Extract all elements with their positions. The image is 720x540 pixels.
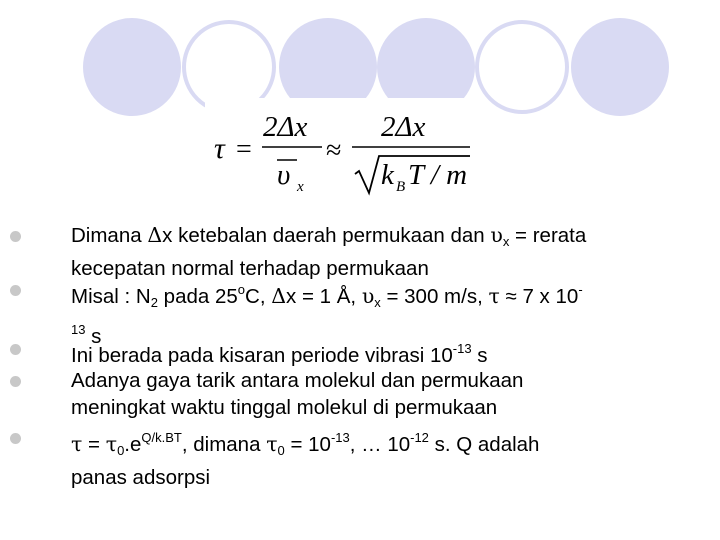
bullet-dot-icon xyxy=(10,433,21,444)
formula-equals: = xyxy=(236,134,252,165)
bullet-item-2: Misal : N2 pada 25$^o$C, Δx = 1 Å, υx = 300 m/s, τ ≈ 7 x 10- $^{13}$ s xyxy=(71,276,691,350)
bullet-dot-icon xyxy=(10,376,21,387)
bullet-dot-icon xyxy=(10,285,21,296)
bullet-item-3: Ini berada pada kisaran periode vibrasi $10^{-13}$ s xyxy=(71,335,691,369)
formula-kb-sub: B xyxy=(396,179,406,195)
formula-lhs: τ xyxy=(214,132,225,165)
formula-kb-k: k xyxy=(381,159,394,191)
bullet-item-4: Adanya gaya tarik antara molekul dan permukaan meningkat waktu tinggal molekul di permukaan xyxy=(71,367,691,421)
bullet-item-1: Dimana Δx ketebalan daerah permukaan dan υx = rerata kecepatan normal terhadap permukaan xyxy=(71,222,691,282)
formula-kb-rest: T / m xyxy=(408,159,468,191)
bullet-dot-icon xyxy=(10,231,21,242)
formula-num-1: 2Δx xyxy=(263,111,308,143)
bullet-dot-icon xyxy=(10,344,21,355)
formula-den-1-sub: x xyxy=(297,179,304,195)
formula-den-1: υ xyxy=(277,159,291,191)
formula-num-2: 2Δx xyxy=(381,111,426,143)
formula-approx: ≈ xyxy=(326,135,342,166)
bullet-item-5: $\tau = \tau 0.e^{Q/k.BT}$, dimana $\tau 0 = 10^{-13}$, … $10^{-12}$ s. Q adalah panas adsorpsi xyxy=(71,424,691,491)
